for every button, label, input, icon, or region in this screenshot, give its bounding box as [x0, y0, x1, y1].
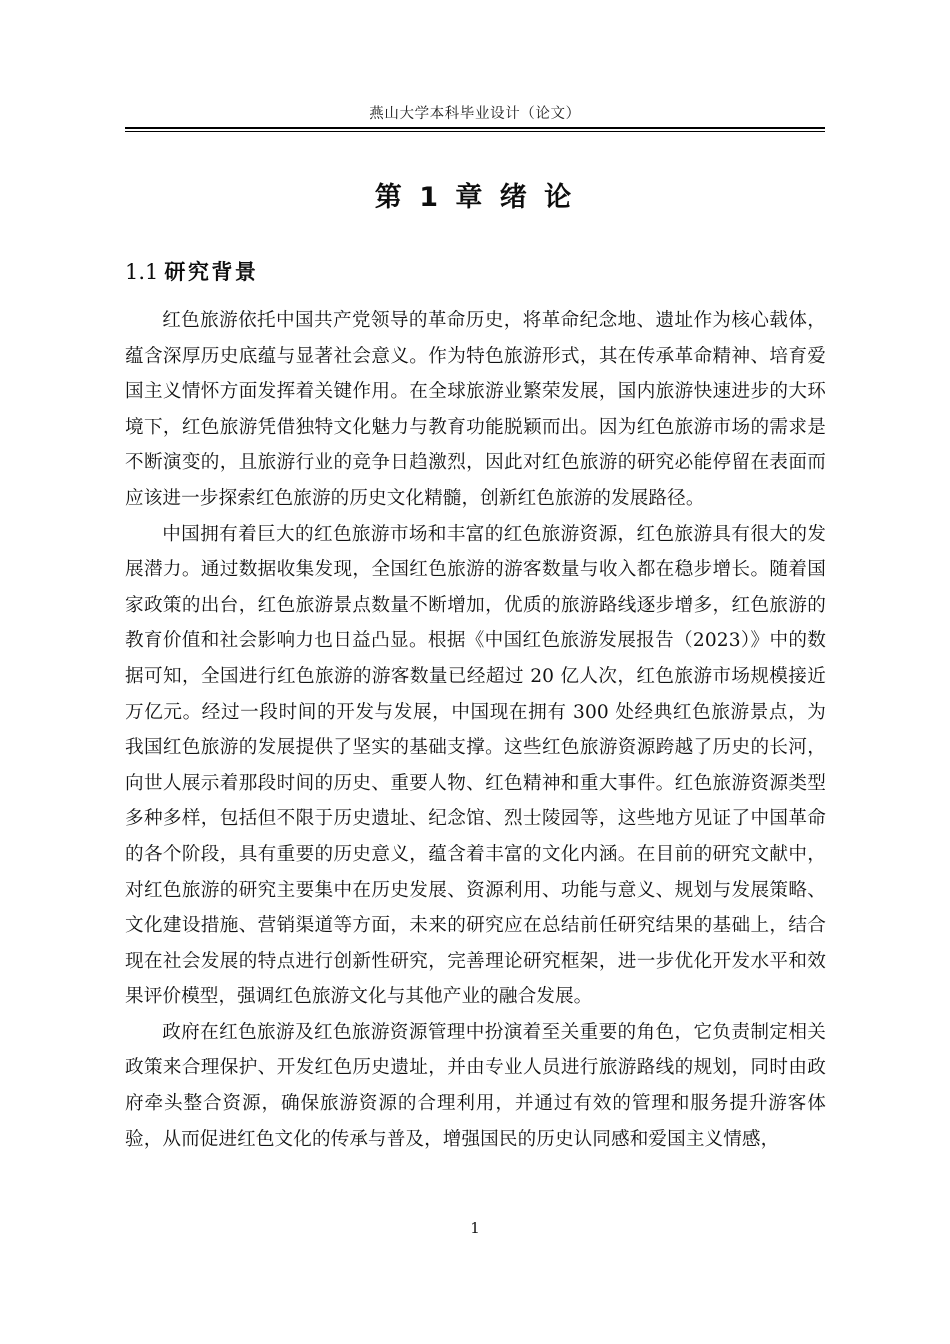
paragraph: 政府在红色旅游及红色旅游资源管理中扮演着至关重要的角色，它负责制定相关政策来合理保护、开发红色历史遗址，并由专业人员进行旅游路线的规划，同时由政府牵头整合资源，确保旅游资源的合理利用，并通过有效的管理和服务提升游客体验，从而促进红色文化的传承与普及，增强国民的历史认同感和爱国主义情感，	[125, 1021, 826, 1150]
section-heading	[125, 256, 825, 288]
paragraph: 红色旅游依托中国共产党领导的革命历史，将革命纪念地、遗址作为核心载体，蕴含深厚历史底蕴与显著社会意义。作为特色旅游形式，其在传承革命精神、培育爱国主义情怀方面发挥着关键作用。在全球旅游业繁荣发展，国内旅游快速进步的大环境下，红色旅游凭借独特文化魅力与教育功能脱颖而出。因为红色旅游市场的需求是不断演变的，且旅游行业的竞争日趋激烈，因此对红色旅游的研究必能停留在表面而应该进一步探索红色旅游的历史文化精髓，创新红色旅游的发展路径。	[125, 310, 826, 509]
page-number: 1	[470, 1219, 480, 1237]
section-number: 1.1	[125, 260, 159, 284]
page-header	[125, 104, 825, 132]
header-title: 燕山大学本科毕业设计（论文）	[369, 106, 581, 122]
body-text	[125, 303, 826, 1157]
section-label: 研究背景	[164, 260, 259, 284]
chapter-title: 第 1 章 绪 论	[374, 182, 576, 213]
paragraph: 中国拥有着巨大的红色旅游市场和丰富的红色旅游资源，红色旅游具有很大的发展潜力。通过数据收集发现，全国红色旅游的游客数量与收入都在稳步增长。随着国家政策的出台，红色旅游景点数量不断增加，优质的旅游路线逐步增多，红色旅游的教育价值和社会影响力也日益凸显。根据《中国红色旅游发展报告（2023）》中的数据可知，全国进行红色旅游的游客数量已经超过 20 亿人次，红色旅游市场规模接近万亿元。经过一段时间的开发与发展，中国现在拥有 300 处经典红色旅游景点，为我国红色旅游的发展提供了坚实的基础支撑。这些红色旅游资源跨越了历史的长河，向世人展示着那段时间的历史、重要人物、红色精神和重大事件。红色旅游资源类型多种多样，包括但不限于历史遗址、纪念馆、烈士陵园等，这些地方见证了中国革命的各个阶段，具有重要的历史意义，蕴含着丰富的文化内涵。在目前的研究文献中，对红色旅游的研究主要集中在历史发展、资源利用、功能与意义、规划与发展策略、文化建设措施、营销渠道等方面，未来的研究应在总结前任研究结果的基础上，结合现在社会发展的特点进行创新性研究，完善理论研究框架，进一步优化开发水平和效果评价模型，强调红色旅游文化与其他产业的融合发展。	[125, 523, 826, 1008]
header-divider-rule	[125, 127, 825, 132]
header-rule-thick-line	[125, 127, 825, 129]
header-rule-thin-line	[125, 131, 825, 132]
